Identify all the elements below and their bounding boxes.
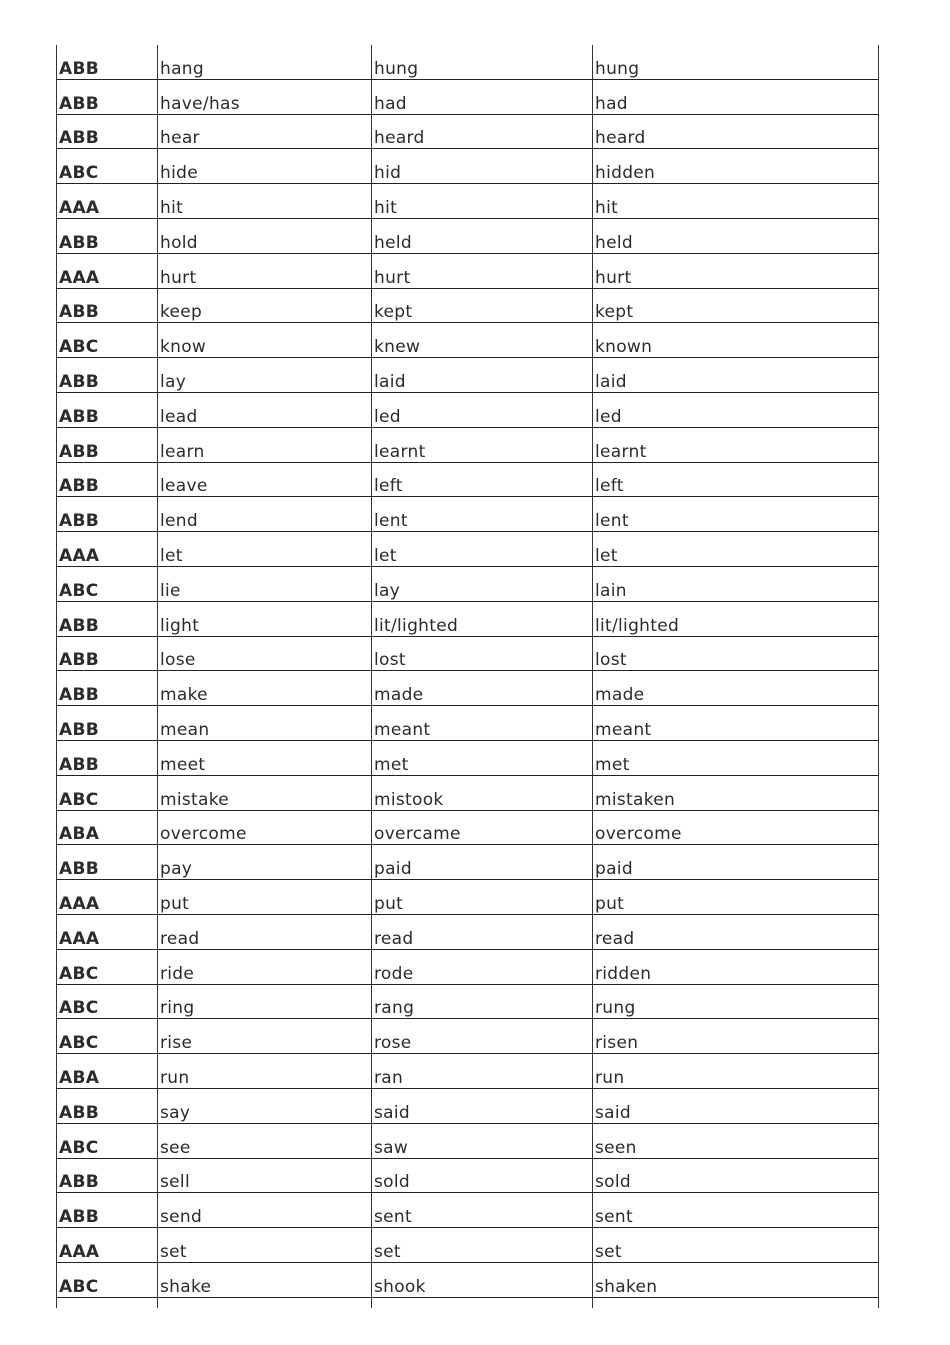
past-participle-cell: set — [593, 1228, 879, 1263]
pattern-cell: ABC — [57, 149, 158, 184]
table-row — [57, 218, 879, 253]
pattern-cell: AAA — [57, 532, 158, 567]
table-row — [57, 775, 879, 810]
past-tense-cell: hid — [372, 149, 593, 184]
past-participle-cell: meant — [593, 706, 879, 741]
base-form-cell: see — [158, 1123, 372, 1158]
pattern-cell: ABA — [57, 810, 158, 845]
past-participle-cell: made — [593, 671, 879, 706]
past-tense-cell: hung — [372, 45, 593, 79]
past-participle-cell: overcome — [593, 810, 879, 845]
table-row — [57, 45, 879, 79]
pattern-cell: AAA — [57, 184, 158, 219]
past-participle-cell: lit/lighted — [593, 601, 879, 636]
past-participle-cell: held — [593, 218, 879, 253]
past-tense-cell: rose — [372, 1019, 593, 1054]
past-participle-cell: put — [593, 880, 879, 915]
past-participle-cell: shaken — [593, 1262, 879, 1297]
past-tense-cell: left — [372, 462, 593, 497]
table-row — [57, 358, 879, 393]
past-tense-cell: sent — [372, 1193, 593, 1228]
pattern-cell: ABC — [57, 1262, 158, 1297]
past-tense-cell: held — [372, 218, 593, 253]
base-form-cell: hurt — [158, 253, 372, 288]
pattern-cell: ABB — [57, 114, 158, 149]
base-form-cell: shake — [158, 1262, 372, 1297]
past-participle-cell: met — [593, 740, 879, 775]
table-row — [57, 427, 879, 462]
past-tense-cell: rode — [372, 949, 593, 984]
table-row — [57, 1262, 879, 1297]
past-tense-cell: overcame — [372, 810, 593, 845]
table-row — [57, 79, 879, 114]
past-participle-cell: sold — [593, 1158, 879, 1193]
past-tense-cell: hit — [372, 184, 593, 219]
past-tense-cell: said — [372, 1088, 593, 1123]
past-tense-cell: kept — [372, 288, 593, 323]
past-tense-cell: knew — [372, 323, 593, 358]
past-tense-cell: laid — [372, 358, 593, 393]
pattern-cell: ABC — [57, 984, 158, 1019]
table-row — [57, 740, 879, 775]
past-participle-cell: hurt — [593, 253, 879, 288]
base-form-cell: meet — [158, 740, 372, 775]
pattern-cell: AAA — [57, 880, 158, 915]
base-form-cell: know — [158, 323, 372, 358]
past-tense-cell: lay — [372, 566, 593, 601]
pattern-cell: ABB — [57, 1088, 158, 1123]
past-participle-cell: rung — [593, 984, 879, 1019]
table-row — [57, 671, 879, 706]
pattern-cell: ABB — [57, 636, 158, 671]
table-row — [57, 323, 879, 358]
past-tense-cell: lost — [372, 636, 593, 671]
table-row — [57, 462, 879, 497]
table-row — [57, 914, 879, 949]
past-participle-cell: lent — [593, 497, 879, 532]
past-tense-cell: led — [372, 392, 593, 427]
past-tense-cell: put — [372, 880, 593, 915]
empty-cell — [57, 1297, 158, 1308]
past-participle-cell: left — [593, 462, 879, 497]
base-form-cell: ring — [158, 984, 372, 1019]
base-form-cell: say — [158, 1088, 372, 1123]
table-row — [57, 1158, 879, 1193]
base-form-cell: rise — [158, 1019, 372, 1054]
table-row — [57, 880, 879, 915]
past-participle-cell: heard — [593, 114, 879, 149]
pattern-cell: ABB — [57, 740, 158, 775]
table-row — [57, 392, 879, 427]
pattern-cell: ABB — [57, 462, 158, 497]
pattern-cell: ABA — [57, 1054, 158, 1089]
past-participle-cell: said — [593, 1088, 879, 1123]
base-form-cell: leave — [158, 462, 372, 497]
table-row — [57, 1193, 879, 1228]
past-participle-cell: lost — [593, 636, 879, 671]
pattern-cell: ABB — [57, 706, 158, 741]
base-form-cell: set — [158, 1228, 372, 1263]
past-tense-cell: made — [372, 671, 593, 706]
pattern-cell: ABB — [57, 218, 158, 253]
pattern-cell: ABB — [57, 671, 158, 706]
table-row — [57, 984, 879, 1019]
table-row — [57, 1228, 879, 1263]
empty-cell — [372, 1297, 593, 1308]
pattern-cell: ABC — [57, 1123, 158, 1158]
table-row — [57, 532, 879, 567]
pattern-cell: ABB — [57, 358, 158, 393]
past-participle-cell: had — [593, 79, 879, 114]
table-row — [57, 810, 879, 845]
base-form-cell: hit — [158, 184, 372, 219]
past-participle-cell: learnt — [593, 427, 879, 462]
base-form-cell: overcome — [158, 810, 372, 845]
base-form-cell: send — [158, 1193, 372, 1228]
base-form-cell: sell — [158, 1158, 372, 1193]
table-row — [57, 1019, 879, 1054]
past-participle-cell: sent — [593, 1193, 879, 1228]
past-tense-cell: paid — [372, 845, 593, 880]
pattern-cell: ABC — [57, 775, 158, 810]
base-form-cell: hold — [158, 218, 372, 253]
table-continuation-row — [57, 1297, 879, 1308]
base-form-cell: hear — [158, 114, 372, 149]
pattern-cell: ABC — [57, 566, 158, 601]
past-participle-cell: read — [593, 914, 879, 949]
past-tense-cell: met — [372, 740, 593, 775]
past-participle-cell: mistaken — [593, 775, 879, 810]
past-tense-cell: saw — [372, 1123, 593, 1158]
past-participle-cell: ridden — [593, 949, 879, 984]
base-form-cell: lead — [158, 392, 372, 427]
table-row — [57, 636, 879, 671]
base-form-cell: hide — [158, 149, 372, 184]
past-participle-cell: risen — [593, 1019, 879, 1054]
base-form-cell: let — [158, 532, 372, 567]
past-tense-cell: hurt — [372, 253, 593, 288]
pattern-cell: ABB — [57, 1193, 158, 1228]
pattern-cell: ABB — [57, 392, 158, 427]
table-row — [57, 288, 879, 323]
irregular-verbs-table-body — [57, 45, 879, 1308]
table-row — [57, 114, 879, 149]
past-participle-cell: seen — [593, 1123, 879, 1158]
table-row — [57, 949, 879, 984]
pattern-cell: ABB — [57, 1158, 158, 1193]
pattern-cell: ABB — [57, 845, 158, 880]
past-tense-cell: rang — [372, 984, 593, 1019]
past-participle-cell: run — [593, 1054, 879, 1089]
past-participle-cell: hung — [593, 45, 879, 79]
past-participle-cell: laid — [593, 358, 879, 393]
past-participle-cell: hidden — [593, 149, 879, 184]
base-form-cell: have/has — [158, 79, 372, 114]
past-participle-cell: known — [593, 323, 879, 358]
table-row — [57, 601, 879, 636]
pattern-cell: ABB — [57, 79, 158, 114]
table-row — [57, 184, 879, 219]
base-form-cell: mistake — [158, 775, 372, 810]
base-form-cell: lose — [158, 636, 372, 671]
base-form-cell: learn — [158, 427, 372, 462]
base-form-cell: run — [158, 1054, 372, 1089]
past-tense-cell: learnt — [372, 427, 593, 462]
table-row — [57, 1054, 879, 1089]
pattern-cell: AAA — [57, 914, 158, 949]
pattern-cell: ABC — [57, 949, 158, 984]
table-row — [57, 497, 879, 532]
past-participle-cell: lain — [593, 566, 879, 601]
base-form-cell: hang — [158, 45, 372, 79]
table-row — [57, 566, 879, 601]
base-form-cell: lend — [158, 497, 372, 532]
table-row — [57, 1123, 879, 1158]
past-tense-cell: let — [372, 532, 593, 567]
pattern-cell: ABB — [57, 497, 158, 532]
base-form-cell: make — [158, 671, 372, 706]
base-form-cell: keep — [158, 288, 372, 323]
base-form-cell: ride — [158, 949, 372, 984]
pattern-cell: AAA — [57, 253, 158, 288]
past-tense-cell: heard — [372, 114, 593, 149]
past-tense-cell: lit/lighted — [372, 601, 593, 636]
base-form-cell: read — [158, 914, 372, 949]
base-form-cell: mean — [158, 706, 372, 741]
past-participle-cell: kept — [593, 288, 879, 323]
irregular-verbs-table — [56, 45, 879, 1308]
table-row — [57, 845, 879, 880]
base-form-cell: lie — [158, 566, 372, 601]
base-form-cell: lay — [158, 358, 372, 393]
base-form-cell: put — [158, 880, 372, 915]
base-form-cell: pay — [158, 845, 372, 880]
pattern-cell: ABB — [57, 45, 158, 79]
past-participle-cell: paid — [593, 845, 879, 880]
past-tense-cell: had — [372, 79, 593, 114]
empty-cell — [158, 1297, 372, 1308]
past-tense-cell: mistook — [372, 775, 593, 810]
past-participle-cell: hit — [593, 184, 879, 219]
table-row — [57, 706, 879, 741]
table-row — [57, 1088, 879, 1123]
past-tense-cell: set — [372, 1228, 593, 1263]
pattern-cell: ABB — [57, 288, 158, 323]
pattern-cell: ABB — [57, 427, 158, 462]
table-row — [57, 253, 879, 288]
empty-cell — [593, 1297, 879, 1308]
past-participle-cell: led — [593, 392, 879, 427]
pattern-cell: AAA — [57, 1228, 158, 1263]
past-tense-cell: shook — [372, 1262, 593, 1297]
table-row — [57, 149, 879, 184]
past-tense-cell: ran — [372, 1054, 593, 1089]
past-tense-cell: read — [372, 914, 593, 949]
past-tense-cell: sold — [372, 1158, 593, 1193]
pattern-cell: ABB — [57, 601, 158, 636]
past-participle-cell: let — [593, 532, 879, 567]
past-tense-cell: meant — [372, 706, 593, 741]
past-tense-cell: lent — [372, 497, 593, 532]
pattern-cell: ABC — [57, 323, 158, 358]
base-form-cell: light — [158, 601, 372, 636]
pattern-cell: ABC — [57, 1019, 158, 1054]
